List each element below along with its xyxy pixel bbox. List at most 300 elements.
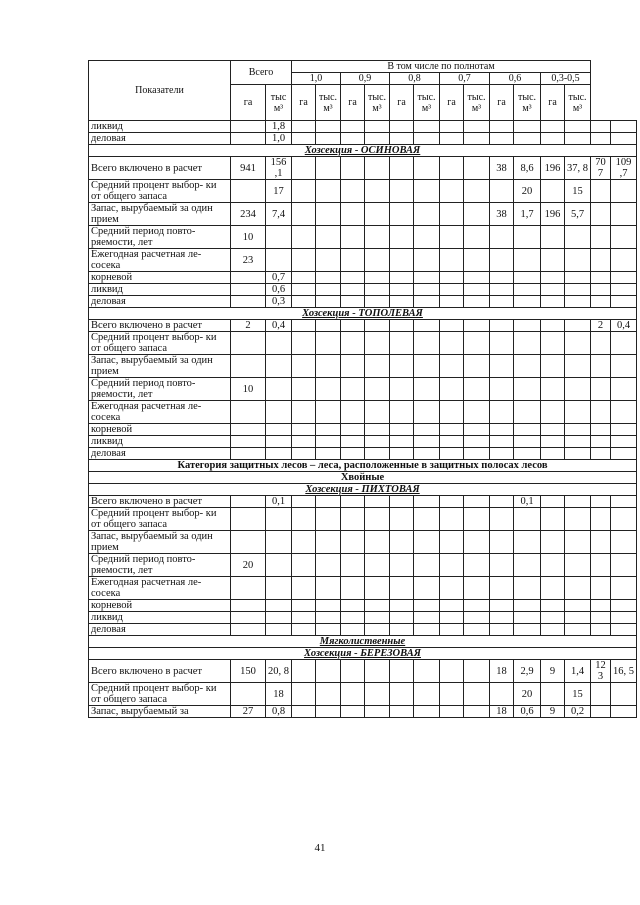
data-cell [231, 600, 266, 612]
data-cell [591, 401, 611, 424]
table-row [89, 157, 637, 180]
data-cell [365, 612, 390, 624]
data-cell [316, 531, 341, 554]
data-cell [440, 577, 464, 600]
data-cell: 70 7 [591, 157, 611, 180]
header-row-1 [89, 61, 637, 73]
data-cell: 0,3 [266, 296, 292, 308]
section-heading: Хозсекция - БЕРЕЗОВАЯ [89, 648, 637, 660]
data-cell [316, 296, 341, 308]
data-cell [292, 355, 316, 378]
data-cell [490, 133, 514, 145]
data-cell [464, 401, 490, 424]
data-cell [440, 203, 464, 226]
row-label: Запас, вырубаемый за один прием [89, 531, 231, 554]
page-number: 41 [314, 842, 326, 854]
data-cell [440, 508, 464, 531]
data-cell [611, 531, 637, 554]
section-heading: Хозсекция - ОСИНОВАЯ [89, 145, 637, 157]
row-label: Средний процент выбор- ки от общего запаса [89, 332, 231, 355]
data-cell: 17 [266, 180, 292, 203]
data-cell [611, 554, 637, 577]
data-cell [514, 133, 541, 145]
data-cell [390, 226, 414, 249]
data-cell [414, 203, 440, 226]
data-cell [414, 378, 440, 401]
data-cell [611, 226, 637, 249]
data-cell [414, 180, 440, 203]
data-cell [464, 355, 490, 378]
data-cell [341, 531, 365, 554]
data-cell [490, 296, 514, 308]
data-cell [292, 531, 316, 554]
data-cell: 20 [231, 554, 266, 577]
fullness-header: 1,0 [292, 73, 341, 85]
data-cell [565, 272, 591, 284]
data-cell [341, 577, 365, 600]
data-cell [490, 272, 514, 284]
data-cell [565, 121, 591, 133]
table-row [89, 226, 637, 249]
data-cell [464, 496, 490, 508]
data-cell: 1,8 [266, 121, 292, 133]
data-cell [464, 624, 490, 636]
data-cell [490, 424, 514, 436]
data-cell [414, 600, 440, 612]
data-cell [541, 624, 565, 636]
fullness-header: 0,7 [440, 73, 490, 85]
unit-tys-header: тыс. м³ [414, 85, 440, 121]
row-label: Средний период повто- ряемости, лет [89, 554, 231, 577]
data-cell [414, 436, 440, 448]
data-cell: 0,1 [266, 496, 292, 508]
data-cell [365, 577, 390, 600]
table-row [89, 660, 637, 683]
unit-tys-header: тыс. м³ [464, 85, 490, 121]
data-cell [440, 683, 464, 706]
data-cell [611, 203, 637, 226]
data-cell [390, 624, 414, 636]
data-cell [490, 226, 514, 249]
data-cell [440, 355, 464, 378]
data-cell [341, 203, 365, 226]
data-cell [414, 272, 440, 284]
data-cell [292, 401, 316, 424]
data-cell [414, 624, 440, 636]
data-cell [414, 226, 440, 249]
unit-tys-header: тыс. м³ [514, 85, 541, 121]
data-cell [231, 577, 266, 600]
data-cell [316, 203, 341, 226]
data-cell [292, 272, 316, 284]
data-cell [341, 157, 365, 180]
data-cell [490, 577, 514, 600]
data-cell: 150 [231, 660, 266, 683]
unit-tys-header: тыс м³ [266, 85, 292, 121]
data-cell [414, 401, 440, 424]
section-row [89, 308, 637, 320]
data-cell [541, 133, 565, 145]
data-cell [514, 508, 541, 531]
data-cell [365, 624, 390, 636]
data-cell [514, 554, 541, 577]
data-cell [292, 448, 316, 460]
data-cell [390, 401, 414, 424]
data-cell [266, 249, 292, 272]
data-cell [591, 203, 611, 226]
data-cell [341, 508, 365, 531]
data-cell [341, 121, 365, 133]
row-label: Всего включено в расчет [89, 660, 231, 683]
data-cell [514, 436, 541, 448]
data-cell [464, 508, 490, 531]
data-cell [292, 554, 316, 577]
row-label: ликвид [89, 121, 231, 133]
data-cell [611, 424, 637, 436]
data-cell [390, 332, 414, 355]
data-cell [464, 332, 490, 355]
data-cell [591, 577, 611, 600]
data-cell: 38 [490, 203, 514, 226]
row-label: Запас, вырубаемый за один прием [89, 203, 231, 226]
data-cell [341, 320, 365, 332]
table-row [89, 531, 637, 554]
unit-ha-header: га [541, 85, 565, 121]
row-label: Средний период повто- ряемости, лет [89, 226, 231, 249]
data-cell [591, 332, 611, 355]
data-cell: 10 [231, 226, 266, 249]
row-label: Запас, вырубаемый за один прием [89, 355, 231, 378]
data-cell [591, 554, 611, 577]
data-cell [341, 612, 365, 624]
data-cell [341, 624, 365, 636]
data-cell [390, 436, 414, 448]
data-cell [390, 577, 414, 600]
data-cell [541, 284, 565, 296]
data-cell [316, 436, 341, 448]
data-cell [365, 296, 390, 308]
data-cell: 1,7 [514, 203, 541, 226]
data-cell [390, 284, 414, 296]
data-cell [514, 424, 541, 436]
data-cell [514, 296, 541, 308]
data-cell [390, 496, 414, 508]
data-cell [541, 226, 565, 249]
data-cell [266, 332, 292, 355]
data-cell [464, 683, 490, 706]
row-label: Ежегодная расчетная ле- сосека [89, 249, 231, 272]
data-cell [316, 683, 341, 706]
data-cell [231, 284, 266, 296]
data-cell: 0,6 [266, 284, 292, 296]
data-cell [591, 531, 611, 554]
data-cell [514, 600, 541, 612]
row-label: Ежегодная расчетная ле- сосека [89, 401, 231, 424]
including-fullness-header: В том числе по полнотам [292, 61, 591, 73]
data-cell [541, 424, 565, 436]
data-cell [611, 683, 637, 706]
data-cell [565, 424, 591, 436]
data-cell [514, 249, 541, 272]
data-cell [464, 554, 490, 577]
data-cell [266, 448, 292, 460]
data-cell [440, 296, 464, 308]
data-cell [341, 180, 365, 203]
data-cell: 8,6 [514, 157, 541, 180]
data-cell [514, 284, 541, 296]
data-cell [464, 600, 490, 612]
data-cell [414, 612, 440, 624]
data-cell [591, 600, 611, 612]
data-cell [316, 496, 341, 508]
data-cell [316, 121, 341, 133]
data-cell [440, 284, 464, 296]
data-cell [591, 249, 611, 272]
data-cell: 196 [541, 157, 565, 180]
data-cell [390, 448, 414, 460]
data-cell [365, 203, 390, 226]
data-cell [414, 284, 440, 296]
data-cell [611, 448, 637, 460]
data-cell [440, 226, 464, 249]
data-cell [440, 424, 464, 436]
data-cell [292, 683, 316, 706]
data-cell [231, 508, 266, 531]
data-cell [591, 378, 611, 401]
data-cell [611, 624, 637, 636]
data-cell [464, 249, 490, 272]
data-cell [541, 332, 565, 355]
data-cell [341, 496, 365, 508]
fullness-header: 0,8 [390, 73, 440, 85]
data-cell [611, 332, 637, 355]
data-cell [565, 600, 591, 612]
data-cell: 20 [514, 180, 541, 203]
data-cell [565, 496, 591, 508]
data-cell [414, 683, 440, 706]
data-cell [440, 660, 464, 683]
data-cell [490, 683, 514, 706]
data-cell [541, 355, 565, 378]
row-label: ликвид [89, 436, 231, 448]
data-cell [414, 157, 440, 180]
data-cell [541, 249, 565, 272]
data-cell [464, 612, 490, 624]
data-cell [390, 203, 414, 226]
data-cell [611, 355, 637, 378]
data-cell [316, 332, 341, 355]
data-cell: 18 [490, 660, 514, 683]
table-row [89, 332, 637, 355]
data-cell [611, 180, 637, 203]
data-cell [440, 531, 464, 554]
data-cell [490, 332, 514, 355]
data-cell [490, 180, 514, 203]
data-cell [414, 554, 440, 577]
data-cell [316, 249, 341, 272]
data-cell [464, 296, 490, 308]
section-heading: Мягколиственные [89, 636, 637, 648]
table-row [89, 436, 637, 448]
data-cell [231, 424, 266, 436]
data-cell [611, 496, 637, 508]
data-cell [611, 133, 637, 145]
unit-ha-header: га [440, 85, 464, 121]
data-cell: 38 [490, 157, 514, 180]
data-cell [292, 624, 316, 636]
data-cell [365, 226, 390, 249]
data-cell [341, 660, 365, 683]
data-cell [341, 226, 365, 249]
data-cell [440, 121, 464, 133]
data-cell [414, 320, 440, 332]
table-body [89, 61, 637, 718]
data-cell [316, 272, 341, 284]
data-cell [292, 226, 316, 249]
data-cell [440, 332, 464, 355]
data-cell [541, 320, 565, 332]
data-cell [490, 600, 514, 612]
data-cell [316, 157, 341, 180]
data-cell [464, 157, 490, 180]
data-cell: 0,7 [266, 272, 292, 284]
data-cell: 9 [541, 660, 565, 683]
data-cell [611, 378, 637, 401]
row-label: Всего включено в расчет [89, 496, 231, 508]
data-cell [565, 296, 591, 308]
data-cell [292, 660, 316, 683]
data-cell [341, 249, 365, 272]
data-cell [390, 508, 414, 531]
data-cell [414, 121, 440, 133]
data-cell [390, 249, 414, 272]
data-cell: 941 [231, 157, 266, 180]
row-label: ликвид [89, 284, 231, 296]
data-cell: 1,4 [565, 660, 591, 683]
data-cell: 18 [266, 683, 292, 706]
data-cell: 2 [591, 320, 611, 332]
data-cell [464, 531, 490, 554]
data-cell: 37, 8 [565, 157, 591, 180]
data-cell [514, 612, 541, 624]
total-header: Всего [231, 61, 292, 85]
data-cell [440, 272, 464, 284]
data-cell [490, 121, 514, 133]
data-cell [292, 706, 316, 718]
data-cell [341, 133, 365, 145]
row-label: Средний процент выбор- ки от общего запаса [89, 180, 231, 203]
data-cell [316, 284, 341, 296]
data-cell [316, 554, 341, 577]
data-cell [440, 320, 464, 332]
data-cell: 156 ,1 [266, 157, 292, 180]
data-cell [414, 660, 440, 683]
data-cell [231, 133, 266, 145]
table-row [89, 378, 637, 401]
data-cell [292, 121, 316, 133]
data-cell [390, 683, 414, 706]
data-cell [514, 577, 541, 600]
data-cell [292, 249, 316, 272]
data-cell [565, 355, 591, 378]
data-cell [316, 624, 341, 636]
data-cell [390, 378, 414, 401]
data-cell [292, 320, 316, 332]
data-cell [390, 531, 414, 554]
data-cell [541, 554, 565, 577]
data-cell [414, 249, 440, 272]
row-label: деловая [89, 624, 231, 636]
data-cell [541, 180, 565, 203]
data-cell [565, 378, 591, 401]
data-cell [490, 508, 514, 531]
data-cell [464, 226, 490, 249]
data-cell [266, 436, 292, 448]
data-cell [365, 683, 390, 706]
data-cell [292, 180, 316, 203]
data-cell [365, 448, 390, 460]
data-cell [490, 436, 514, 448]
data-cell [231, 531, 266, 554]
data-cell [365, 554, 390, 577]
data-cell [611, 436, 637, 448]
data-cell [514, 121, 541, 133]
table-row [89, 424, 637, 436]
section-row [89, 145, 637, 157]
unit-ha-header: га [390, 85, 414, 121]
data-cell [414, 296, 440, 308]
data-cell [341, 424, 365, 436]
data-cell [440, 436, 464, 448]
data-cell [231, 401, 266, 424]
data-cell: 16, 5 [611, 660, 637, 683]
data-cell [266, 424, 292, 436]
data-cell [490, 355, 514, 378]
data-cell [541, 436, 565, 448]
data-cell [365, 600, 390, 612]
data-cell [365, 133, 390, 145]
data-cell [440, 157, 464, 180]
data-cell [591, 296, 611, 308]
data-cell [514, 226, 541, 249]
data-cell [231, 332, 266, 355]
data-cell [414, 448, 440, 460]
data-cell: 0,2 [565, 706, 591, 718]
table-row [89, 448, 637, 460]
data-cell [365, 157, 390, 180]
data-cell [266, 554, 292, 577]
data-cell [292, 424, 316, 436]
data-cell [591, 272, 611, 284]
row-label: ликвид [89, 612, 231, 624]
data-cell [316, 612, 341, 624]
data-cell [565, 226, 591, 249]
data-cell [316, 448, 341, 460]
data-cell [591, 508, 611, 531]
data-cell [611, 296, 637, 308]
data-cell [541, 401, 565, 424]
data-cell [591, 612, 611, 624]
data-cell [365, 496, 390, 508]
category-row [89, 460, 637, 472]
data-cell [231, 272, 266, 284]
data-cell [565, 531, 591, 554]
data-cell [611, 401, 637, 424]
data-cell [414, 531, 440, 554]
data-cell [490, 249, 514, 272]
data-cell [316, 508, 341, 531]
data-cell [464, 272, 490, 284]
